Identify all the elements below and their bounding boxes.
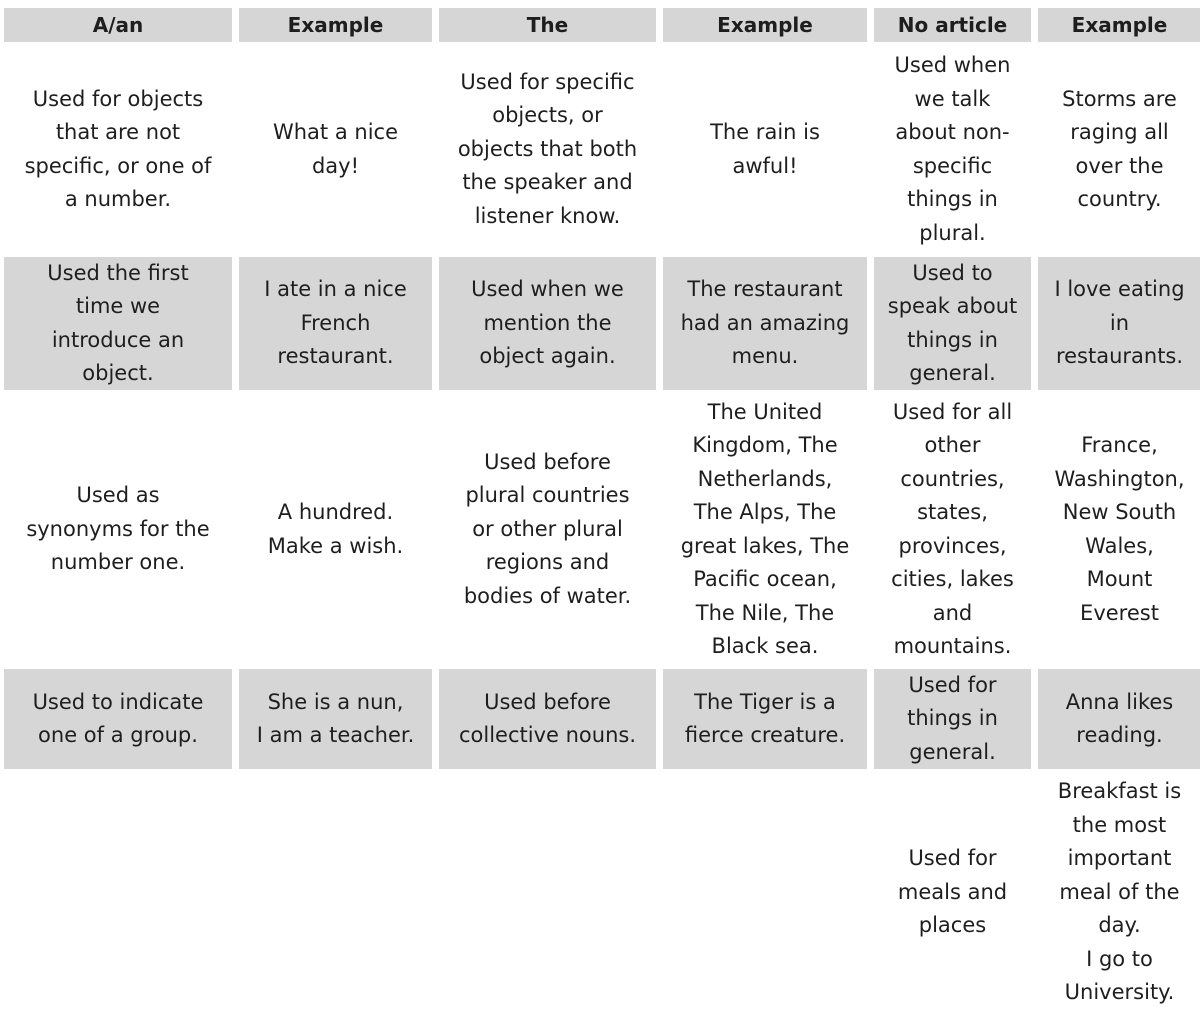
table-cell-empty bbox=[439, 775, 656, 1010]
table-cell-empty bbox=[4, 775, 232, 1010]
table-cell: France, Washington, New South Wales, Mount Everest bbox=[1054, 433, 1185, 625]
header-no-article: No article bbox=[874, 8, 1031, 42]
table-cell: Storms are raging all over the country. bbox=[1062, 86, 1177, 211]
header-a-an-example: Example bbox=[239, 8, 432, 42]
table-cell-empty bbox=[239, 775, 432, 1010]
table-cell: Used before collective nouns. bbox=[439, 669, 656, 769]
table-cell: Used when we talk about non- specific things in plural. bbox=[894, 53, 1011, 245]
table-cell: Used for objects that are not specific, or one of a number. bbox=[24, 86, 212, 211]
table-cell: A hundred. Make a wish. bbox=[267, 500, 404, 558]
header-the-example: Example bbox=[663, 8, 867, 42]
table-cell: The United Kingdom, The Netherlands, The Alps, The great lakes, The Pacific ocean, The Nile, The Black sea. bbox=[680, 399, 850, 658]
table-cell: Breakfast is the most important meal of the day. I go to University. bbox=[1057, 779, 1182, 1005]
table-cell: Used the first time we introduce an object. bbox=[4, 257, 232, 390]
table-cell: I love eating in restaurants. bbox=[1038, 257, 1200, 390]
header-a-an: A/an bbox=[4, 8, 232, 42]
table-cell: Anna likes reading. bbox=[1038, 669, 1200, 769]
table-cell: Used for all other countries, states, provinces, cities, lakes and mountains. bbox=[891, 399, 1014, 658]
table-cell: Used as synonyms for the number one. bbox=[26, 483, 210, 575]
table-cell-empty bbox=[663, 775, 867, 1010]
articles-table bbox=[4, 8, 1200, 1010]
table-cell: Used for specific objects, or objects that both the speaker and listener know. bbox=[457, 69, 638, 228]
header-no-article-example: Example bbox=[1038, 8, 1200, 42]
table-cell: Used when we mention the object again. bbox=[439, 257, 656, 390]
table-cell: I ate in a nice French restaurant. bbox=[239, 257, 432, 390]
table-cell: The Tiger is a fierce creature. bbox=[663, 669, 867, 769]
table-cell: Used to indicate one of a group. bbox=[4, 669, 232, 769]
table-cell: The rain is awful! bbox=[710, 120, 820, 178]
table-cell: Used for things in general. bbox=[874, 669, 1031, 769]
table-cell: She is a nun, I am a teacher. bbox=[239, 669, 432, 769]
table-cell: Used before plural countries or other plural regions and bodies of water. bbox=[463, 449, 632, 608]
table-cell: What a nice day! bbox=[272, 120, 398, 178]
table-cell: Used to speak about things in general. bbox=[874, 257, 1031, 390]
table-cell: Used for meals and places bbox=[897, 846, 1008, 938]
header-the: The bbox=[439, 8, 656, 42]
table-cell: The restaurant had an amazing menu. bbox=[663, 257, 867, 390]
